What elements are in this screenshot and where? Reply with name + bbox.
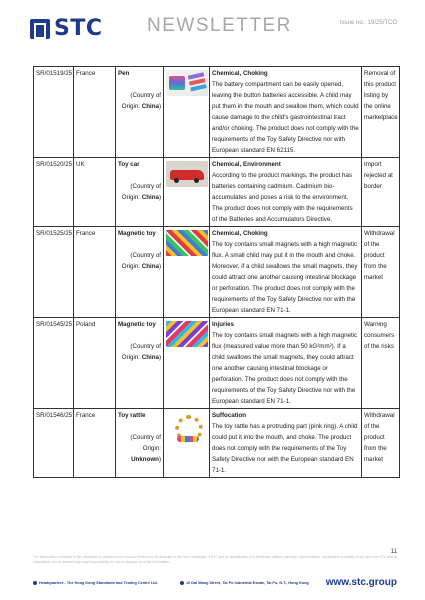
image-cell (164, 318, 210, 409)
image-cell (164, 158, 210, 227)
product-cell (116, 158, 164, 227)
hazard-type: Chemical, Environment (212, 161, 281, 168)
ref-cell: SR/01546/25 (34, 409, 74, 478)
location-pin-icon (180, 581, 184, 585)
table-row (34, 67, 400, 158)
description-cell (210, 158, 362, 227)
logo-text: STC (54, 16, 103, 41)
toy-car-product-image (166, 161, 208, 187)
ref-cell: SR/01520/25 (34, 158, 74, 227)
country-of-origin: (Country of Origin: China) (121, 92, 161, 110)
ref-cell: SR/01519/25 (34, 67, 74, 158)
description-cell (210, 409, 362, 478)
image-cell (164, 409, 210, 478)
stc-logo (30, 16, 103, 41)
website-link[interactable]: www.stc.group (325, 577, 397, 588)
table-row (34, 409, 400, 478)
issue-number: Issue no.: 19/25/TCO (339, 20, 397, 26)
description-cell (210, 67, 362, 158)
country-cell: France (74, 227, 116, 318)
magnetic-toy-product-image (166, 230, 208, 256)
country-of-origin: (Country of Origin: China) (121, 252, 161, 270)
page-header (0, 0, 425, 44)
newsletter-title: NEWSLETTER (147, 15, 292, 36)
description-cell (210, 227, 362, 318)
product-name: Toy rattle (118, 412, 146, 419)
recall-table (33, 66, 400, 478)
country-cell: Poland (74, 318, 116, 409)
image-cell (164, 227, 210, 318)
country-cell: France (74, 409, 116, 478)
product-name: Magnetic toy (118, 230, 156, 237)
table-row (34, 227, 400, 318)
address-line: 10 Dai Wang Street, Tai Po Industrial Estate, Tai Po, N.T., Hong Kong (180, 581, 309, 585)
image-cell (164, 67, 210, 158)
magnetic-toy-product-image (166, 321, 208, 347)
measure-cell: Warning consumers of the risks (362, 318, 400, 409)
hazard-type: Chemical, Choking (212, 230, 268, 237)
description-cell (210, 318, 362, 409)
hazard-description: The toy rattle has a protruding part (pink ring). A child could put it into the mouth, and choke. The product does not comply with the requirements of the Toy Safety Directive nor with the European standard EN 71-1. (212, 423, 358, 474)
ref-cell: SR/01545/25 (34, 318, 74, 409)
hazard-description: According to the product markings, the product has batteries containing cadmium. Cadmium bio-accumulates and poses a risk to the environment. The product does not comply with the requirements of the Batteries and Accumulators Directive. (212, 172, 353, 223)
country-of-origin: (Country of Origin: Unknown) (130, 434, 161, 463)
product-cell (116, 318, 164, 409)
measure-cell: Withdrawal of the product from the market (362, 409, 400, 478)
hazard-type: Suffocation (212, 412, 247, 419)
product-name: Magnetic toy (118, 321, 156, 328)
table-row (34, 158, 400, 227)
page-number: 11 (390, 549, 397, 555)
product-cell (116, 227, 164, 318)
product-name: Toy car (118, 161, 140, 168)
pen-product-image (166, 70, 208, 96)
hazard-description: The battery compartment can be easily opened, leaving the button batteries accessible. A child may put them in the mouth and swallow them, which could cause damage to the child's gastrointestinal tract and/or choking. The product does not comply with the requirements of the Toy Safety Directive nor with European standard EN 62115. (212, 81, 359, 154)
country-of-origin: (Country of Origin: China) (121, 183, 161, 201)
company-line: Headquarters - The Hong Kong Standards and Testing Centre Ltd. (33, 581, 158, 585)
hazard-type: Chemical, Choking (212, 70, 268, 77)
country-of-origin: (Country of Origin: China) (121, 343, 161, 361)
hazard-type: Injuries (212, 321, 235, 328)
page-footer (0, 577, 425, 593)
product-name: Pen (118, 70, 130, 77)
disclaimer-text: The information contained in this newsletter is obtained from sources believed to be accurate to the best knowledge of STC and its subsidiaries. It is distributed without warranty, representation, inducement or liability of any kind and STC and its subsidiaries do not assume any legal responsibility for use or reliance upon the information. (33, 555, 398, 564)
ref-cell: SR/01525/25 (34, 227, 74, 318)
country-cell: UK (74, 158, 116, 227)
measure-cell: Withdrawal of the product from the market (362, 227, 400, 318)
toy-rattle-product-image (169, 412, 205, 446)
stc-logo-icon (30, 19, 50, 39)
product-cell (116, 67, 164, 158)
hazard-description: The toy contains small magnets with a high magnetic flux. A small child may put it in the mouth and choke. Moreover, if a child swallows the small magnets, they could attract one another causing intestinal blockage or perforation. The product does not comply with the requirements of the Toy Safety Directive nor with the European standard EN 71-1. (212, 241, 358, 314)
product-cell (116, 409, 164, 478)
building-icon (33, 581, 37, 585)
hazard-description: The toy contains small magnets with a high magnetic flux (measured value more than 50 kG²mm²). If a child swallows the small magnets, they could attract one another causing intestinal blockage or perforation. The product does not comply with the requirements of the Toy Safety Directive nor with the European standard EN 71-1. (212, 332, 358, 405)
country-cell: France (74, 67, 116, 158)
measure-cell: Removal of this product listing by the online marketplace (362, 67, 400, 158)
measure-cell: Import rejected at border (362, 158, 400, 227)
table-row (34, 318, 400, 409)
